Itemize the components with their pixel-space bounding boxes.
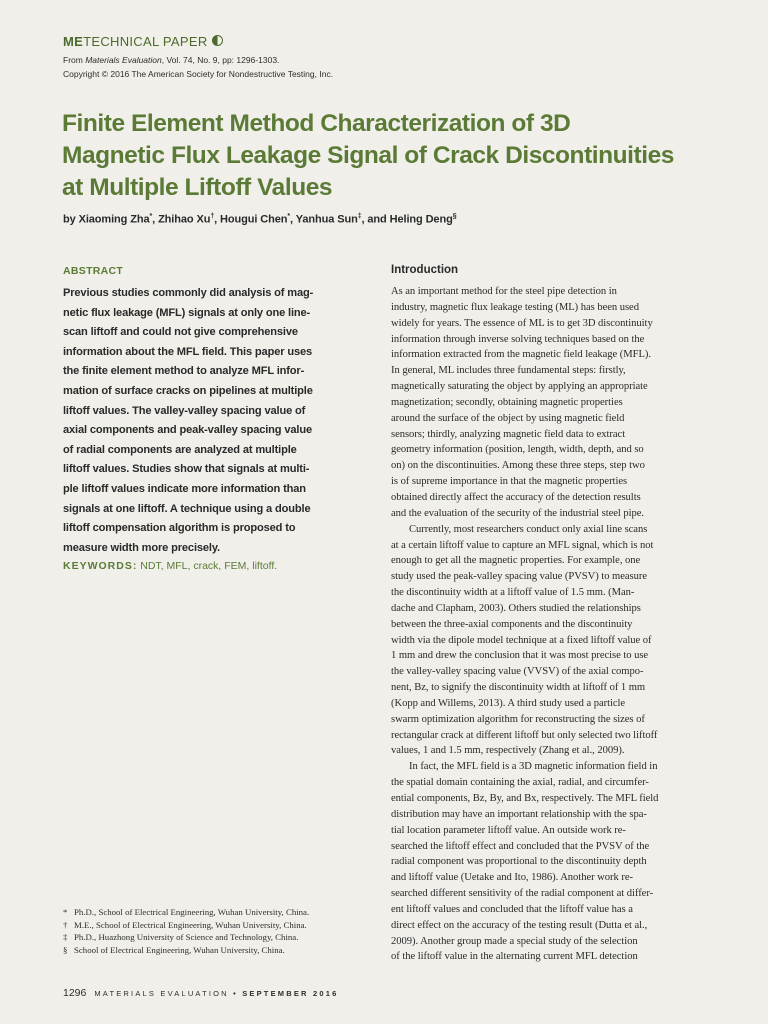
author-name: Hougui Chen — [220, 213, 288, 226]
title-line: Magnetic Flux Leakage Signal of Crack Discontinuities — [62, 142, 674, 169]
author-name: Xiaoming Zha — [78, 213, 150, 226]
me-logo-text: ME — [63, 34, 84, 49]
author-separator: , — [152, 213, 159, 226]
author-name: Heling Deng — [389, 213, 453, 226]
body-line: magnetization; secondly, obtaining magnetic properties — [391, 396, 623, 408]
footer-separator: • — [228, 989, 243, 998]
body-line: ential components, Bz, By, and Bx, respectively. The MFL field — [391, 793, 659, 804]
author-mark: † — [210, 213, 215, 220]
keywords-text: NDT, MFL, crack, FEM, liftoff. — [137, 560, 278, 572]
source-journal: Materials Evaluation — [85, 55, 162, 65]
author-separator: , — [214, 213, 221, 226]
journal-name: MATERIALS EVALUATION — [94, 989, 229, 998]
abstract-line: liftoff compensation algorithm is proposed to — [63, 522, 296, 535]
title-line: Finite Element Method Characterization of 3D — [62, 110, 571, 137]
body-line: rectangular crack at different liftoff but only selected two liftoff — [391, 729, 658, 741]
footnote — [63, 919, 309, 932]
body-line: radial component was proportional to the discontinuity depth — [391, 856, 647, 868]
source-prefix: From — [63, 55, 86, 65]
page-footer — [63, 987, 338, 999]
footnote-text: M.E., School of Electrical Engineering, Wuhan University, China. — [74, 919, 307, 930]
body-line: 2009). Another group made a special study of the selection — [391, 935, 638, 947]
body-line: ent liftoff values and concluded that the liftoff value has a — [391, 903, 633, 915]
abstract-line: axial components and peak-valley spacing value — [63, 424, 312, 437]
body-line: (Kopp and Willems, 2013). A third study used a particle — [391, 697, 626, 709]
body-line: width via the dipole model technique at a fixed liftoff value of — [391, 634, 652, 646]
body-line: direct effect on the accuracy of the testing result (Dutta et al., — [391, 919, 648, 931]
abstract-line: mation of surface cracks on pipelines at multiple — [63, 384, 313, 397]
half-circle-icon — [212, 35, 223, 46]
body-line: searched different sensitivity of the radial component at differ- — [391, 888, 654, 900]
introduction-body — [391, 284, 706, 965]
body-line: on) on the discontinuities. Among these three steps, step two — [391, 460, 645, 472]
body-line: is of supreme importance in that the magnetic properties — [391, 476, 628, 488]
section-header — [63, 34, 223, 49]
body-line: information extracted from the magnetic field leakage (MFL). — [391, 349, 651, 361]
footnote-text: Ph.D., School of Electrical Engineering, Wuhan University, China. — [74, 907, 310, 917]
abstract-line: measure width more precisely. — [63, 541, 220, 554]
body-line: geometry information (position, length, width, depth, and so — [391, 444, 644, 456]
body-line: industry, magnetic flux leakage testing (ML) has been used — [391, 301, 639, 313]
author-mark: * — [287, 213, 291, 220]
author-name: Zhihao Xu — [158, 213, 211, 226]
body-line: of the liftoff value in the alternating current MFL detection — [391, 951, 638, 963]
body-line: the valley-valley spacing value (VVSV) of the axial compo- — [391, 666, 644, 678]
body-line: distribution may have an important relationship with the spa- — [391, 808, 647, 820]
body-line: widely for years. The essence of ML is to get 3D discontinuity — [391, 317, 653, 329]
abstract-line: ple liftoff values indicate more information than — [63, 482, 306, 495]
body-line: Currently, most researchers conduct only axial line scans — [409, 523, 648, 535]
footnote-text: School of Electrical Engineering, Wuhan University, China. — [74, 944, 285, 955]
author-byline — [63, 213, 457, 226]
source-citation — [63, 54, 333, 81]
title-line: at Multiple Liftoff Values — [62, 174, 333, 201]
footnote — [63, 944, 309, 957]
body-line: the discontinuity width at a liftoff value of 1.5 mm. (Man- — [391, 587, 635, 599]
footnote-text: Ph.D., Huazhong University of Science and Technology, China. — [74, 932, 299, 942]
abstract-body — [63, 284, 363, 558]
author-mark: * — [149, 213, 153, 220]
keywords — [63, 560, 277, 572]
author-mark: § — [452, 213, 457, 220]
body-line: magnetically saturating the object by applying an appropriate — [391, 381, 648, 393]
body-line: information through inverse solving techniques based on the — [391, 333, 645, 345]
body-line: and the evaluation of the security of the industrial steel pipe. — [391, 507, 645, 519]
section-heading-introduction: Introduction — [391, 264, 459, 276]
body-line: between the three-axial components and the discontinuity — [391, 618, 633, 630]
abstract-line: information about the MFL field. This paper uses — [63, 345, 313, 358]
abstract-line: liftoff values. Studies show that signals at multi- — [63, 463, 310, 476]
footnote-symbol: ‡ — [63, 932, 68, 942]
footnote-symbol: § — [63, 944, 68, 955]
body-line: enough to get all the magnetic properties. For example, one — [391, 555, 641, 567]
body-line: 1 mm and drew the conclusion that it was most precise to use — [391, 650, 649, 662]
issue-date: SEPTEMBER 2016 — [242, 989, 339, 998]
abstract-line: liftoff values. The valley-valley spacing value of — [63, 404, 306, 417]
abstract-line: netic flux leakage (MFL) signals at only one line- — [63, 306, 311, 319]
page-number: 1296 — [63, 987, 87, 999]
body-line: searched the liftoff effect and concluded that the PVSV of the — [391, 840, 650, 852]
abstract-line: scan liftoff and could not give comprehensive — [63, 326, 298, 339]
byline-prefix: by — [63, 213, 79, 226]
keywords-label: KEYWORDS: — [63, 560, 138, 572]
footnote — [63, 931, 309, 944]
section-label: TECHNICAL PAPER — [83, 34, 208, 49]
author-separator: , and — [361, 213, 390, 226]
body-line: around the surface of the object by using magnetic field — [391, 412, 625, 424]
body-line: dache and Clapham, 2003). Others studied the relationships — [391, 602, 641, 614]
body-line: In general, ML includes three fundamental steps: firstly, — [391, 365, 626, 377]
body-line: and liftoff value (Uetake and Ito, 1986). Another work re- — [391, 872, 633, 884]
author-name: Yanhua Sun — [295, 213, 358, 226]
body-line: nent, Bz, to signify the discontinuity width at liftoff of 1 mm — [391, 682, 646, 694]
body-line: sensors; thirdly, analyzing magnetic field data to extract — [391, 428, 626, 440]
paper-title — [62, 108, 742, 204]
abstract-line: signals at one liftoff. A technique using a double — [63, 502, 311, 515]
source-volume: , Vol. 74, No. 9, pp: 1296-1303. — [161, 55, 280, 65]
author-mark: ‡ — [357, 213, 362, 220]
body-line: study used the peak-valley spacing value (PVSV) to measure — [391, 571, 647, 583]
body-line: In fact, the MFL field is a 3D magnetic information field in — [409, 761, 658, 773]
copyright-line: Copyright © 2016 The American Society for Nondestructive Testing, Inc. — [63, 68, 334, 79]
body-line: As an important method for the steel pipe detection in — [391, 286, 617, 297]
author-separator: , — [290, 213, 296, 226]
body-line: the spatial domain containing the axial, radial, and circumfer- — [391, 777, 649, 789]
footnote-symbol: † — [63, 919, 68, 930]
body-line: at a certain liftoff value to capture an MFL signal, which is not — [391, 539, 654, 551]
abstract-heading: ABSTRACT — [63, 265, 124, 277]
abstract-line: the finite element method to analyze MFL infor- — [63, 365, 305, 378]
abstract-line: Previous studies commonly did analysis of mag- — [63, 287, 314, 299]
affiliation-footnotes — [63, 906, 309, 956]
footnote-symbol: * — [63, 907, 68, 917]
body-line: swarm optimization algorithm for reconstructing the sizes of — [391, 713, 645, 725]
body-line: values, 1 and 1.5 mm, respectively (Zhang et al., 2009). — [391, 745, 625, 757]
footnote — [63, 906, 309, 919]
body-line: tial location parameter liftoff value. An outside work re- — [391, 824, 626, 836]
abstract-line: of radial components are analyzed at multiple — [63, 443, 297, 456]
body-line: obtained directly affect the accuracy of the detection results — [391, 491, 641, 503]
